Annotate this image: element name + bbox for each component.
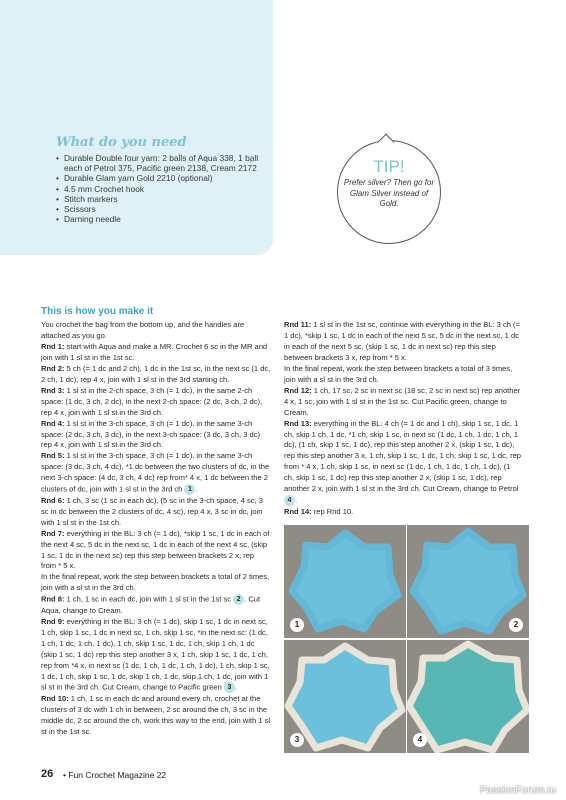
round-text: start with Aqua and make a MR. Crochet 6 sc in the MR and join with 1 sl st in the 1st sc.: [41, 341, 268, 362]
round-instruction: [41, 342, 271, 364]
page-number: 26: [41, 768, 54, 780]
materials-item: • Durable Double four yarn: 2 balls of Aqua 338, 1 ball each of Petrol 375, Pacific green 2138, Cream 2172: [56, 153, 266, 173]
round-label: Rnd 6:: [41, 495, 65, 505]
step-photo-1: [284, 525, 406, 638]
round-label: Rnd 11:: [284, 320, 312, 329]
round-text: 1 ch, 1 sc in each dc, join with 1 sl st in the 1st sc: [64, 594, 234, 604]
photo-number-badge: 4: [413, 733, 427, 747]
round-instruction: [284, 419, 522, 507]
magazine-name: • Fun Crochet Magazine 22: [63, 770, 167, 780]
round-instruction: [41, 572, 271, 594]
materials-list: [56, 153, 266, 224]
round-label: Rnd 7:: [41, 528, 65, 538]
round-instruction: [284, 507, 522, 518]
photo-number-badge: 2: [509, 618, 523, 632]
round-label: Rnd 13:: [284, 418, 312, 428]
round-instruction: [284, 386, 522, 419]
round-instruction: [284, 364, 522, 386]
round-text: 1 sl st in the 1st sc, continue with everything in the BL: 3 ch (= 1 dc), *skip 1 sc, 1 dc in each of the next 5 sc, 5 dc in the next sc, 1 dc in each of the next 5 sc, (skip 1 sc, 1 dc in next sc) rep this step between brackets 3 x, rep from * 5 x.: [284, 320, 520, 362]
step-photo-3: [284, 640, 406, 753]
instructions-left-column: [41, 320, 271, 738]
round-instruction: [41, 364, 271, 386]
round-label: Rnd 2:: [41, 363, 65, 373]
round-instruction: [41, 451, 271, 495]
materials-item: • Darning needle: [56, 214, 266, 224]
round-instruction: [41, 496, 271, 529]
round-text: 1 sl st in the 3-ch space, 3 ch (= 1 dc), in the same 3-ch space: (2 dc, 3 ch, 3 dc), in the next 3-ch space: (3 dc, 3 ch, 3 dc) rep 4 x, join with 1 sl st in the 3rd ch.: [41, 418, 260, 450]
round-text: everything in the BL: 3 ch (= 1 dc), skip 1 sc, 1 dc in next sc, 1 ch, skip 1 sc, 1 dc in next sc, 1 ch, skip 1 sc, *in the next sc: (1 dc, 1 ch, 1 dc, 1 ch, 1 dc), 1 ch, skip 1 sc, 1 dc, 1 ch, skip 1 ch, 1 dc (skip 1 sc, 1 dc) rep this step another 3 x, 1 ch, skip 1 sc, 1 dc, 1 ch, rep from *4 x, in next sc (1 dc, 1 ch, 1 dc, 1 ch, 1 dc), 1 ch, skip 1 sc, 1 dc, 1 ch, skip 1 sc, 1 dc, skip 1 ch, 1 dc, skip 1 ch, 1 dc, join with 1 sl st in the 3rd ch. Cut Cream, change to Pacific green: [41, 616, 270, 692]
round-text: 1 sl st in the 2-ch space, 3 ch (= 1 dc), in the same 2-ch space: (1 dc, 3 ch, 2 dc), in the next 2-ch space: (2 dc, 3 ch, 2 dc), rep 4 x, join with 1 sl st in the 3rd ch.: [41, 385, 263, 417]
round-text: In the final repeat, work the step between brackets a total of 3 times, join with a sl st in the 3rd ch.: [284, 363, 513, 384]
instructions-right-column: [284, 320, 522, 518]
round-label: Rnd 12:: [284, 385, 312, 395]
round-instruction: [41, 594, 271, 616]
round-instruction: [41, 617, 271, 694]
round-text-tail: .: [295, 495, 298, 505]
round-instruction: [41, 529, 271, 573]
round-text: everything in the BL: 3 ch (= 1 dc), *skip 1 sc, 1 dc in each of the next 4 sc, 5 dc in the next sc, 1 dc in each of the next 4 sc, (skip 1 sc, 1 dc in the next sc) rep this step between brackets 2 x, rep from * 5 x.: [41, 528, 270, 571]
round-instruction: [41, 386, 271, 419]
watermark: PassionForum.ru: [479, 785, 556, 796]
tip-heading: TIP!: [373, 157, 405, 176]
round-label: Rnd 3:: [41, 385, 65, 395]
instructions-intro: You crochet the bag from the bottom up, and the handles are attached as you go.: [41, 320, 245, 340]
round-instruction: [41, 694, 271, 738]
instructions-title: This is how you make it: [41, 306, 154, 317]
round-instruction: [41, 419, 271, 452]
round-label: Rnd 8:: [41, 594, 65, 604]
materials-item: • Stitch markers: [56, 194, 266, 204]
photo-reference-badge: 1: [184, 484, 195, 495]
round-text: 5 ch (= 1 dc and 2 ch), 1 dc in the 1st sc, in the next sc (1 dc, 2 ch, 1 dc), rep 4 x, join with 1 sl st in the 3rd starting ch.: [41, 363, 271, 384]
round-label: Rnd 10:: [41, 693, 69, 703]
photo-number-badge: 3: [290, 733, 304, 747]
round-text-tail: .: [234, 682, 237, 692]
round-text: 1 ch, 3 sc (1 sc in each dc), (5 sc in the 3-ch space, 4 sc, 3 sc in dc between the 2 clusters of dc, 4 sc), rep 4 x, 3 sc in dc, join with 1 sl st in the 1st ch.: [41, 495, 263, 527]
round-text: In the final repeat, work the step between brackets a total of 2 times, join with a sl st in the 3rd ch.: [41, 572, 270, 593]
round-text: 1 ch, 17 sc, 2 sc in next sc (18 sc, 2 sc in next sc) rep another 4 x, 1 sc, join with 1 sl st in the 1st sc. Cut Pacific green, change to Cream.: [284, 385, 521, 417]
tip-text: Prefer silver? Then go for Glam Silver instead of Gold.: [343, 178, 435, 208]
round-label: Rnd 9:: [41, 616, 65, 626]
photo-reference-badge: 4: [284, 495, 295, 506]
materials-item: • 4.5 mm Crochet hook: [56, 184, 266, 194]
photo-reference-badge: 2: [233, 594, 244, 605]
step-photo-4: [407, 640, 529, 753]
round-text-tail: .: [195, 484, 198, 494]
photo-number-badge: 1: [290, 618, 304, 632]
materials-item: • Durable Glam yarn Gold 2210 (optional): [56, 173, 266, 183]
round-text: 1 ch, 1 sc in each dc and around every ch, crochet at the clusters of 3 dc with 1 ch in between, 2 sc around the ch, 3 sc in the middle dc, 2 sc around the ch, work this way to the end, join with 1 sl st in the 1st sc.: [41, 693, 271, 736]
round-label: Rnd 1:: [41, 341, 65, 351]
round-text: everything in the BL: 4 ch (= 1 dc and 1 ch), skip 1 sc, 1 dc, 1 ch, skip 1 ch, 1 dc, *1 ch, skip 1 sc, in next sc (1 dc, 1 ch, 1 dc, 1 ch, 1 dc), (1 ch, skip 1 sc, 1 dc), rep this step another 2 x, (skip 1 sc, 1 dc), rep this step another 3 x, 1 ch, skip 1 sc, 1 dc, 1 ch, skip 1 sc, 1 dc, rep from * 4 x, 1 ch, skip 1 sc, in next sc (1 dc, 1 ch, 1 dc, 1 ch, 1 dc), (1 ch, skip 1 sc, 1 dc) rep this step another 2 x, (skip 1 sc, 1 dc), rep another 2 x, join with 1 sl st in the 3rd ch. Cut Cream, change to Petrol: [284, 418, 522, 494]
round-label: Rnd 5:: [41, 451, 65, 461]
round-label: Rnd 4:: [41, 418, 65, 428]
step-photo-2: [407, 525, 529, 638]
round-text-tail: . Cut Aqua, change to Cream.: [41, 594, 261, 615]
round-instruction: [284, 320, 522, 364]
round-text: rep Rnd 10.: [311, 506, 354, 516]
materials-title: What do you need: [56, 135, 187, 150]
round-text: 1 sl st in the 3-ch space, 3 ch (= 1 dc), in the same 3-ch space: (3 dc, 3 ch, 4 dc), *1 dc between the two clusters of dc, in the next 3-ch space: (4 dc, 3 ch, 4 dc) rep from* 4 x, 1 dc between the 2 clusters of dc, join with 1 sl st in the 3rd ch: [41, 451, 270, 494]
photo-reference-badge: 3: [224, 682, 235, 693]
round-label: Rnd 14:: [284, 506, 312, 516]
magazine-title: Fun Crochet Magazine 22: [68, 770, 167, 780]
materials-item: • Scissors: [56, 204, 266, 214]
